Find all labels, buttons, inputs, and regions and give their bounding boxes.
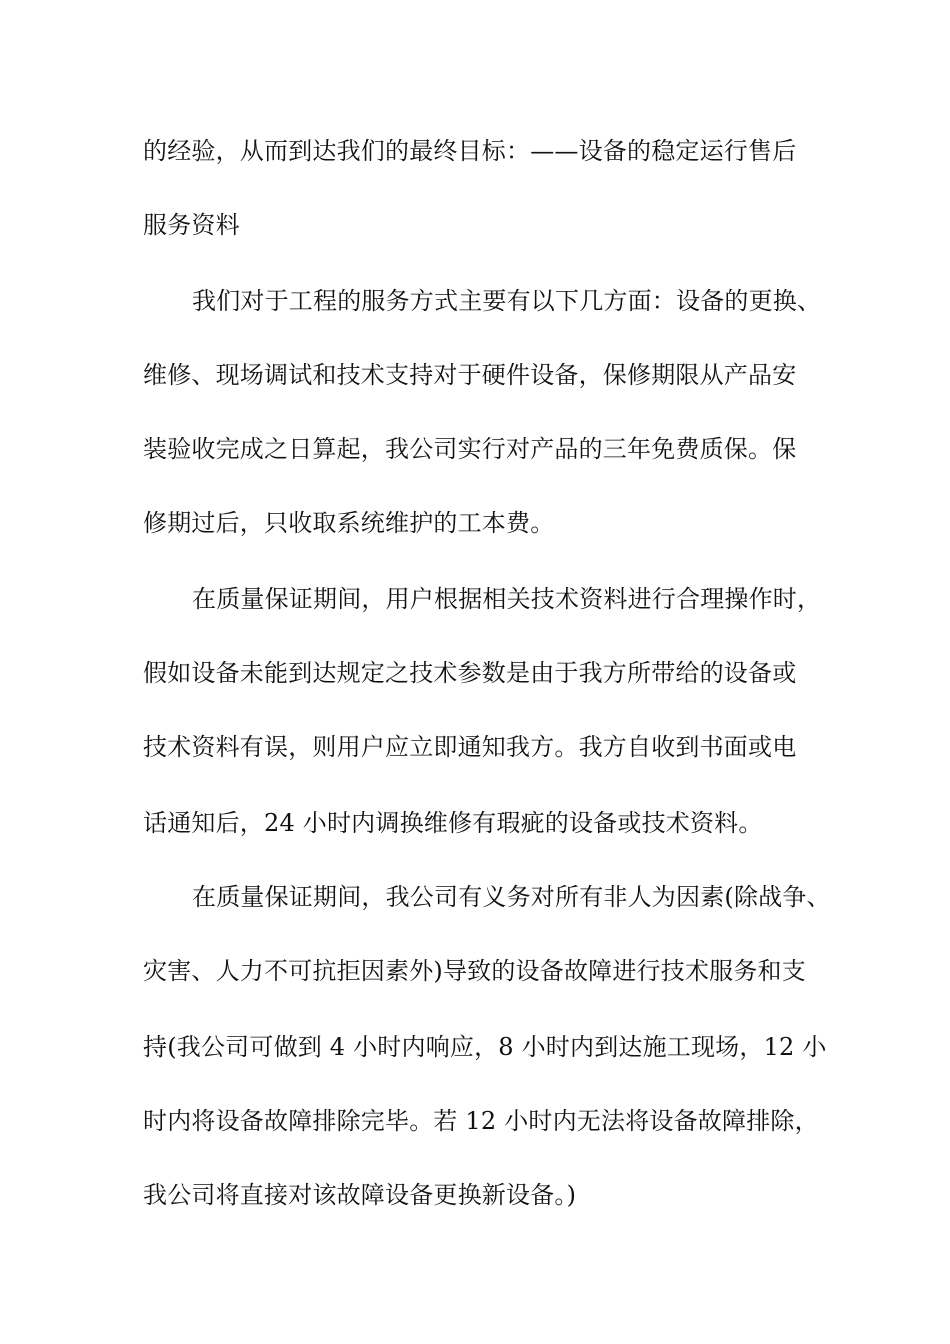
paragraph-2-line-2: 假如设备未能到达规定之技术参数是由于我方所带给的设备或 (143, 659, 797, 687)
paragraph-1-line-4: 修期过后，只收取系统维护的工本费。 (143, 509, 555, 537)
text-line-1: 的经验，从而到达我们的最终目标：——设备的稳定运行售后 (143, 137, 797, 165)
paragraph-1-line-2: 维修、现场调试和技术支持对于硬件设备，保修期限从产品安 (143, 361, 797, 389)
paragraph-3-line-1: 在质量保证期间，我公司有义务对所有非人为因素(除战争、 (192, 883, 831, 911)
paragraph-3-line-2: 灾害、人力不可抗拒因素外)导致的设备故障进行技术服务和支 (143, 957, 806, 985)
paragraph-3-line-5: 我公司将直接对该故障设备更换新设备。) (143, 1181, 577, 1209)
paragraph-2-line-3: 技术资料有误，则用户应立即通知我方。我方自收到书面或电 (143, 733, 797, 761)
paragraph-2-line-1: 在质量保证期间，用户根据相关技术资料进行合理操作时， (192, 585, 822, 613)
text-line-2: 服务资料 (143, 211, 240, 239)
paragraph-2-line-4: 话通知后，24 小时内调换维修有瑕疵的设备或技术资料。 (143, 809, 763, 837)
paragraph-3-line-3: 持(我公司可做到 4 小时内响应，8 小时内到达施工现场，12 小 (143, 1033, 827, 1061)
paragraph-1-line-1: 我们对于工程的服务方式主要有以下几方面：设备的更换、 (192, 287, 822, 315)
paragraph-1-line-3: 装验收完成之日算起，我公司实行对产品的三年免费质保。保 (143, 435, 797, 463)
paragraph-3-line-4: 时内将设备故障排除完毕。若 12 小时内无法将设备故障排除， (143, 1107, 819, 1135)
